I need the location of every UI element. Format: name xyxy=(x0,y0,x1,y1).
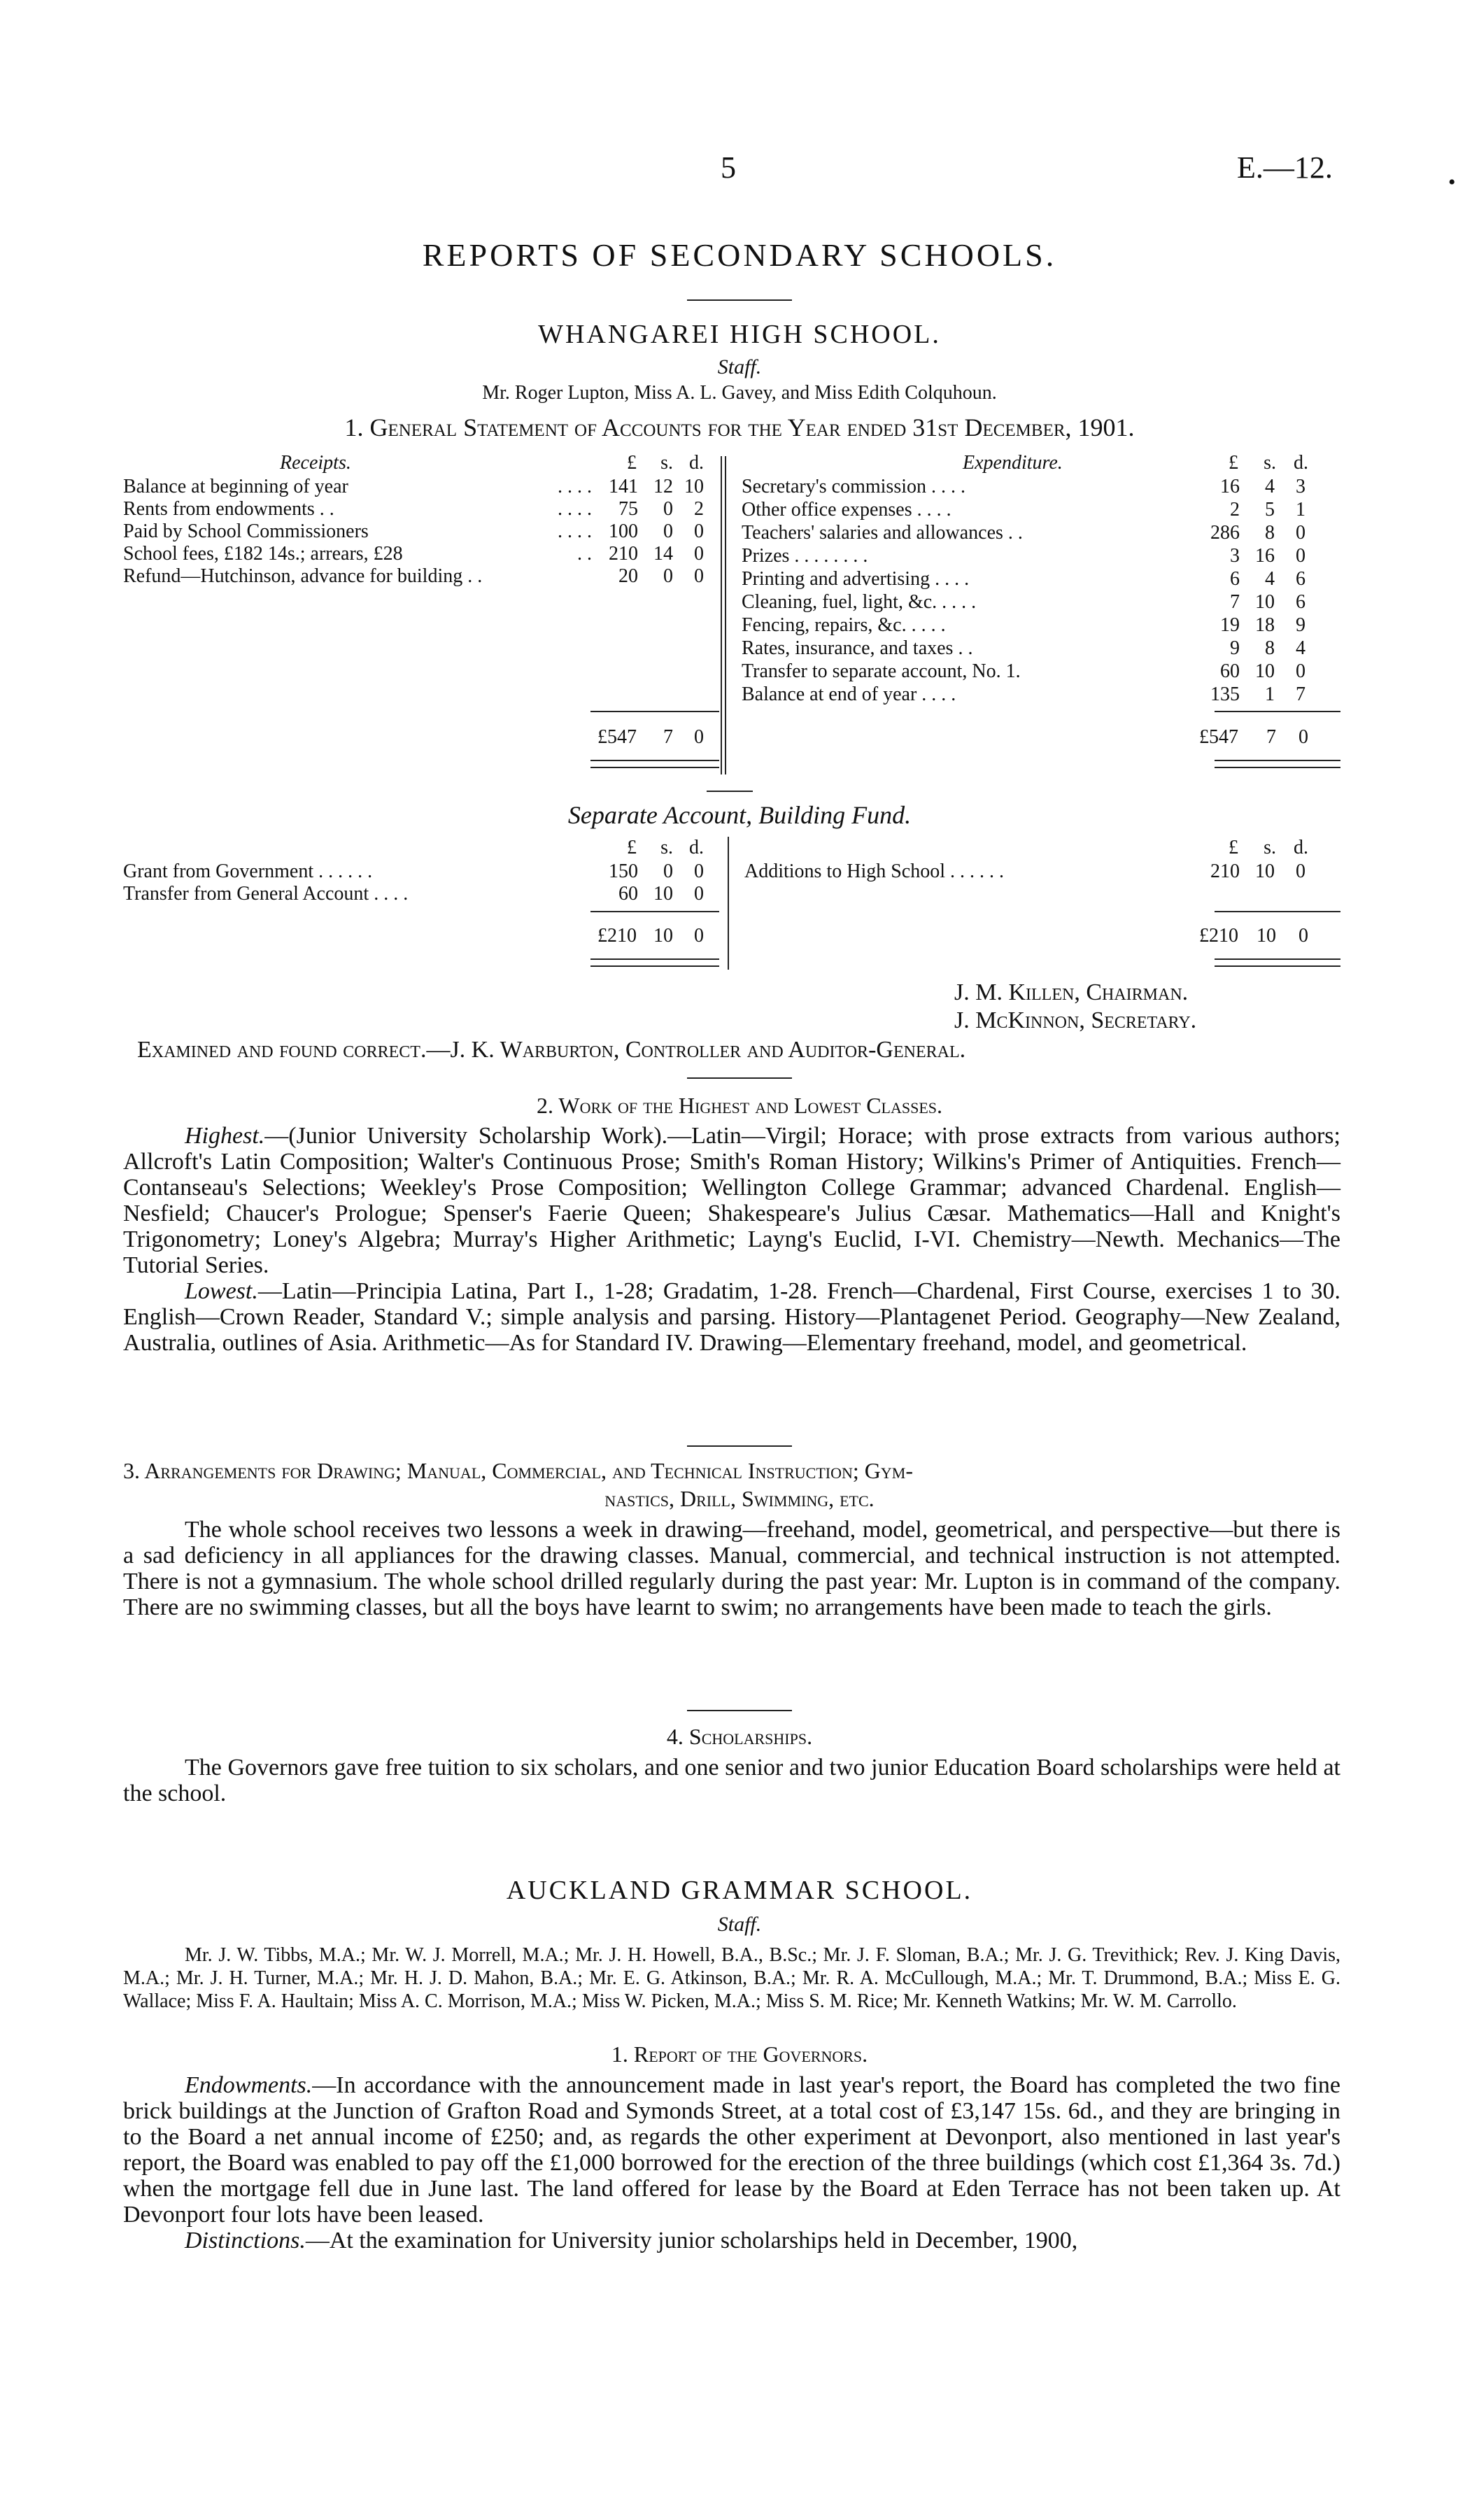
account-row-label: Transfer from General Account . . . . xyxy=(123,883,409,905)
account-row-label: Secretary's commission . . . . xyxy=(742,476,965,497)
endowments-label: Endowments. xyxy=(185,2072,313,2098)
account-row-shillings: 16 xyxy=(1255,545,1275,567)
account-row-shillings: 8 xyxy=(1265,637,1275,659)
highest-label: Highest. xyxy=(185,1123,265,1149)
account-row-pounds: 141 xyxy=(609,476,638,497)
account-row-label: Grant from Government . . . . . . xyxy=(123,861,373,882)
receipts-total-pence: 0 xyxy=(694,726,704,748)
account-row-pence: 0 xyxy=(694,861,704,882)
account-row-label: Cleaning, fuel, light, &c. . . . . xyxy=(742,591,977,613)
double-rule xyxy=(1215,760,1340,768)
account-row-pounds: 9 xyxy=(1230,637,1240,659)
account-row-shillings: 12 xyxy=(653,476,673,497)
account-row-pence: 0 xyxy=(1296,522,1305,544)
account-row-pence: 0 xyxy=(694,565,704,587)
total-rule xyxy=(1215,911,1340,912)
double-rule xyxy=(590,760,719,768)
account-row-label: Fencing, repairs, &c. . . . . xyxy=(742,614,946,636)
section-heading-scholarships: 4. Scholarships. xyxy=(666,1724,813,1749)
account-row-shillings: 0 xyxy=(663,498,673,520)
account-row-label: Other office expenses . . . . xyxy=(742,499,951,521)
lsd-pence: d. xyxy=(1294,837,1308,858)
account-row-pence: 3 xyxy=(1296,476,1305,497)
account-row-pence: 0 xyxy=(694,883,704,905)
account-row-shillings: 4 xyxy=(1265,476,1275,497)
separate-expenditure-total-shillings: 10 xyxy=(1257,925,1276,947)
school-name-whangarei: WHANGAREI HIGH SCHOOL. xyxy=(538,320,941,349)
account-row-pounds: 16 xyxy=(1220,476,1240,497)
section-heading-arrangements-cont: nastics, Drill, Swimming, etc. xyxy=(604,1486,875,1511)
expenditure-heading: Expenditure. xyxy=(963,452,1063,474)
signature-chairman: J. M. Killen, Chairman. xyxy=(954,979,1189,1005)
audit-statement: Examined and found correct.—J. K. Warburton, Controller and Auditor-General. xyxy=(137,1037,966,1063)
staff-list-auckland: Mr. J. W. Tibbs, M.A.; Mr. W. J. Morrell, M.A.; Mr. J. H. Howell, B.A., B.Sc.; Mr. J. F. Sloman, B.A.; Mr. J. G. Trevithick; Rev. J. King Davis, M.A.; Mr. J. H. Turner, M.A.; Mr. H. J. D. Mahon, B.A.; Mr. E. G. Atkinson, B.A.; Mr. R. A. McCullough, M.A.; Mr. T. Drummond, B.A.; Miss E. G. Wallace; Miss F. A. Haultain; Miss A. C. Morrison, M.A.; Miss W. Picken, M.A.; Miss S. M. Rice; Mr. Kenneth Watkins; Mr. W. M. Carrollo. xyxy=(123,1944,1340,2012)
account-row-pounds: 60 xyxy=(618,883,638,905)
account-row-pounds: 19 xyxy=(1220,614,1240,636)
account-row-shillings: 4 xyxy=(1265,568,1275,590)
leader-dots: . . . . xyxy=(558,476,592,497)
account-row-pounds: 20 xyxy=(618,565,638,587)
account-row-label: Teachers' salaries and allowances . . xyxy=(742,522,1023,544)
section-heading-arrangements: 3. Arrangements for Drawing; Manual, Commercial, and Technical Instruction; Gym- xyxy=(123,1458,913,1483)
account-row-pence: 0 xyxy=(1296,660,1305,682)
account-row-shillings: 10 xyxy=(1255,660,1275,682)
account-row-pounds: 6 xyxy=(1230,568,1240,590)
receipts-total-shillings: 7 xyxy=(663,726,673,748)
leader-dots: . . xyxy=(577,543,592,565)
divider xyxy=(707,791,753,792)
account-row-label: Rents from endowments . . xyxy=(123,498,334,520)
section-heading-governors: 1. Report of the Governors. xyxy=(611,2041,868,2067)
account-row-pence: 6 xyxy=(1296,568,1305,590)
separate-receipts-total-pence: 0 xyxy=(694,925,704,947)
lsd-pence: d. xyxy=(689,452,704,474)
staff-heading: Staff. xyxy=(717,355,762,378)
receipts-total-pounds: £547 xyxy=(597,726,637,748)
work-classes-text xyxy=(123,1123,1340,1356)
staff-heading: Staff. xyxy=(717,1913,762,1936)
lsd-shilling: s. xyxy=(1264,452,1276,474)
account-row-pence: 2 xyxy=(694,498,704,520)
lsd-shilling: s. xyxy=(660,837,673,858)
account-row-pence: 0 xyxy=(1296,545,1305,567)
arrangements-text: The whole school receives two lessons a week in drawing—freehand, model, geometrical, and perspective—but there is a sad deficiency in all appliances for the drawing classes. Manual, commercial, and technical instruction is not attempted. There is not a gymnasium. The whole school drilled regularly during the past year: Mr. Lupton is in command of the company. There are no swimming classes, but all the boys have learnt to swim; no arrangements have been made to teach the girls. xyxy=(123,1517,1340,1620)
separate-receipts-total-pounds: £210 xyxy=(597,925,637,947)
total-rule xyxy=(1215,711,1340,712)
endowments-text: —In accordance with the announcement made in last year's report, the Board has completed the two fine brick buildings at the Junction of Grafton Road and Symonds Street, at a total cost of £3,147 15s. 6d., and they are bringing in to the Board a net annual income of £250; and, as regards the other experiment at Devonport, also mentioned in last year's report, the Board was enabled to pay off the £1,000 borrowed for the erection of the three buildings (which cost £1,364 3s. 7d.) when the mortgage fell due in June last. The land offered for lease by the Board at Eden Terrace has not been taken up. At Devonport four lots have been leased. xyxy=(123,2072,1340,2228)
account-row-label: Additions to High School . . . . . . xyxy=(744,861,1005,882)
page-title: REPORTS OF SECONDARY SCHOOLS. xyxy=(422,237,1057,273)
account-row-shillings: 5 xyxy=(1265,499,1275,521)
account-row-label: Refund—Hutchinson, advance for building . . xyxy=(123,565,483,587)
total-rule xyxy=(590,711,719,712)
lsd-shilling: s. xyxy=(1264,837,1276,858)
margin-mark: • xyxy=(1448,171,1456,194)
double-rule xyxy=(590,958,719,967)
account-row-label: Prizes . . . . . . . . xyxy=(742,545,868,567)
expenditure-total-pence: 0 xyxy=(1298,726,1308,748)
lsd-pence: d. xyxy=(1294,452,1308,474)
account-row-label: Balance at beginning of year xyxy=(123,476,348,497)
account-row-pence: 0 xyxy=(694,543,704,565)
account-row-pounds: 60 xyxy=(1220,660,1240,682)
account-row-label: Balance at end of year . . . . xyxy=(742,684,956,705)
account-row-pence: 0 xyxy=(694,521,704,542)
column-divider xyxy=(725,456,726,774)
account-row-pounds: 210 xyxy=(609,543,638,565)
account-row-pence: 10 xyxy=(684,476,704,497)
account-row-pence: 9 xyxy=(1296,614,1305,636)
school-name-auckland: AUCKLAND GRAMMAR SCHOOL. xyxy=(506,1876,973,1905)
account-row-label: Printing and advertising . . . . xyxy=(742,568,970,590)
account-row-pounds: 135 xyxy=(1210,684,1240,705)
section-heading-accounts: 1. General Statement of Accounts for the Year ended 31st December, 1901. xyxy=(344,413,1135,441)
account-row-pounds: 286 xyxy=(1210,522,1240,544)
account-row-shillings: 10 xyxy=(1255,591,1275,613)
lsd-shilling: s. xyxy=(660,452,673,474)
document-reference: E.—12. xyxy=(1237,150,1333,185)
account-row-pounds: 2 xyxy=(1230,499,1240,521)
account-row-label: Rates, insurance, and taxes . . xyxy=(742,637,973,659)
account-row-shillings: 8 xyxy=(1265,522,1275,544)
account-row-pounds: 150 xyxy=(609,861,638,882)
account-row-pounds: 3 xyxy=(1230,545,1240,567)
page-number: 5 xyxy=(721,150,736,185)
highest-text: —(Junior University Scholarship Work).—Latin—Virgil; Horace; with prose extracts from various authors; Allcroft's Latin Composition; Walter's Continuous Prose; Smith's Roman History; Wilkins's Primer of Antiquities. French—Contanseau's Selections; Weekley's Prose Composition; Wellington College Grammar; advanced Chardenal. English—Nesfield; Chaucer's Prologue; Spenser's Faerie Queen; Shakespeare's Julius Cæsar. Mathematics—Hall and Knight's Trigonometry; Loney's Algebra; Murray's Higher Arithmetic; Layng's Euclid, I-VI. Chemistry—Newth. Mechanics—The Tutorial Series. xyxy=(123,1123,1340,1278)
account-row-shillings: 0 xyxy=(663,565,673,587)
lsd-pence: d. xyxy=(689,837,704,858)
section-heading-work: 2. Work of the Highest and Lowest Classes. xyxy=(536,1093,943,1118)
lsd-pound: £ xyxy=(627,452,637,474)
expenditure-total-shillings: 7 xyxy=(1266,726,1276,748)
lsd-pound: £ xyxy=(1229,837,1238,858)
account-row-pounds: 75 xyxy=(618,498,638,520)
account-row-label: Paid by School Commissioners xyxy=(123,521,369,542)
separate-expenditure-total-pounds: £210 xyxy=(1199,925,1238,947)
column-divider xyxy=(728,837,729,970)
account-row-label: School fees, £182 14s.; arrears, £28 xyxy=(123,543,403,565)
column-divider xyxy=(721,456,722,774)
distinctions-label: Distinctions. xyxy=(185,2228,306,2253)
lsd-pound: £ xyxy=(627,837,637,858)
account-row-shillings: 18 xyxy=(1255,614,1275,636)
receipts-heading: Receipts. xyxy=(280,452,351,474)
distinctions-text: —At the examination for University junior scholarships held in December, 1900, xyxy=(305,2228,1078,2253)
account-row-shillings: 10 xyxy=(653,883,673,905)
account-row-shillings: 14 xyxy=(653,543,673,565)
staff-list: Mr. Roger Lupton, Miss A. L. Gavey, and Miss Edith Colquhoun. xyxy=(482,382,997,404)
leader-dots: . . . . xyxy=(558,498,592,520)
signature-secretary: J. McKinnon, Secretary. xyxy=(954,1007,1197,1033)
account-row-shillings: 10 xyxy=(1255,861,1275,882)
lowest-text: —Latin—Principia Latina, Part I., 1-28; Gradatim, 1-28. French—Chardenal, First Course, exercises 1 to 30. English—Crown Reader, Standard V.; simple analysis and parsing. History—Plantagenet Period. Geography—New Zealand, Australia, outlines of Asia. Arithmetic—As for Standard IV. Drawing—Elementary freehand, model, and geometrical. xyxy=(123,1278,1340,1356)
account-row-pence: 6 xyxy=(1296,591,1305,613)
expenditure-total-pounds: £547 xyxy=(1199,726,1238,748)
double-rule xyxy=(1215,958,1340,967)
account-row-label: Transfer to separate account, No. 1. xyxy=(742,660,1021,682)
account-row-pounds: 100 xyxy=(609,521,638,542)
account-row-pence: 4 xyxy=(1296,637,1305,659)
governors-report-text xyxy=(123,2072,1340,2253)
total-rule xyxy=(590,911,719,912)
account-row-pence: 0 xyxy=(1296,861,1305,882)
account-row-pounds: 7 xyxy=(1230,591,1240,613)
account-row-pence: 1 xyxy=(1296,499,1305,521)
separate-expenditure-total-pence: 0 xyxy=(1298,925,1308,947)
lsd-pound: £ xyxy=(1229,452,1238,474)
separate-account-heading: Separate Account, Building Fund. xyxy=(567,801,912,829)
divider xyxy=(687,1445,792,1447)
account-row-shillings: 1 xyxy=(1265,684,1275,705)
separate-receipts-total-shillings: 10 xyxy=(653,925,673,947)
account-row-pounds: 210 xyxy=(1210,861,1240,882)
scholarships-text: The Governors gave free tuition to six scholars, and one senior and two junior Education Board scholarships were held at the school. xyxy=(123,1755,1340,1806)
divider xyxy=(687,1710,792,1711)
leader-dots: . . . . xyxy=(558,521,592,542)
account-row-shillings: 0 xyxy=(663,861,673,882)
divider xyxy=(687,1077,792,1079)
account-row-pence: 7 xyxy=(1296,684,1305,705)
account-row-shillings: 0 xyxy=(663,521,673,542)
lowest-label: Lowest. xyxy=(185,1278,258,1304)
